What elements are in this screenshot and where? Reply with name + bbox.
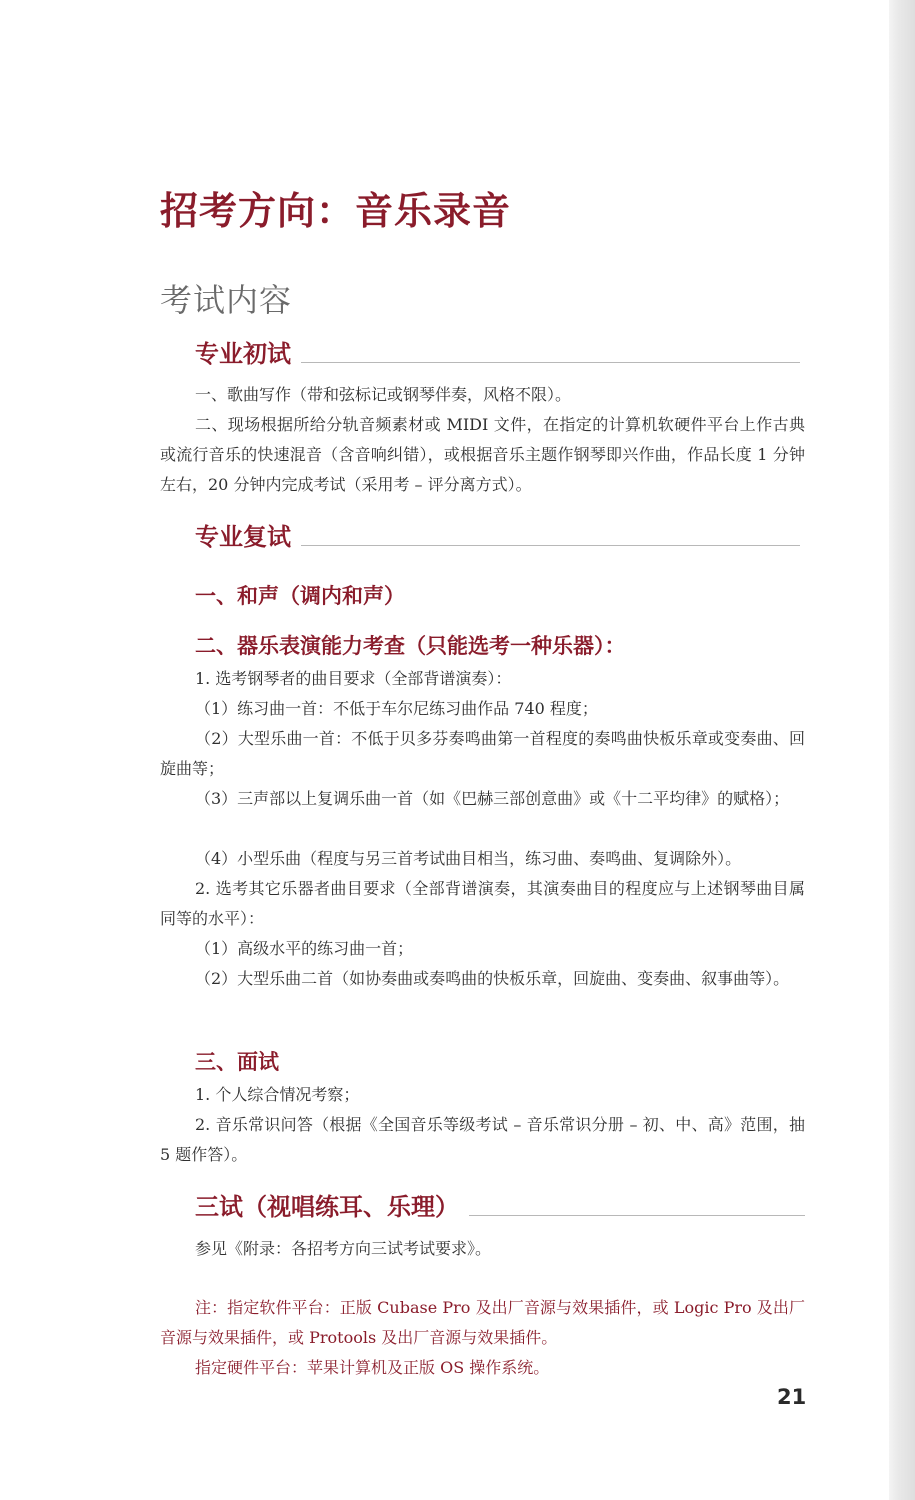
other-instrument-requirements: 2. 选考其它乐器者曲目要求（全部背谱演奏，其演奏曲目的程度应与上述钢琴曲目属同等的水平）：: [160, 879, 805, 928]
prelim-item-2: 二、现场根据所给分轨音频素材或 MIDI 文件，在指定的计算机软硬件平台上作古典或流行音乐的快速混音（含音响纠错），或根据音乐主题作钢琴即兴作曲，作品长度 1 分钟左右，20 分钟内完成考试（采用考 – 评分离方式）。: [160, 415, 805, 494]
page-title: 招考方向：音乐录音: [160, 189, 512, 233]
third-test-heading-row: [195, 1188, 805, 1222]
page-edge-shadow: [889, 0, 915, 1500]
piano-item-4: （4）小型乐曲（程度与另三首考试曲目相当，练习曲、奏鸣曲、复调除外）。: [195, 849, 742, 868]
interview-heading: 三、面试: [195, 1050, 279, 1074]
instrument-heading: 二、器乐表演能力考查（只能选考一种乐器）：: [195, 634, 626, 658]
retest-rule: [301, 545, 800, 546]
piano-item-1: （1）练习曲一首：不低于车尔尼练习曲作品 740 程度；: [195, 699, 598, 718]
piano-requirements: 1. 选考钢琴者的曲目要求（全部背谱演奏）：: [195, 669, 512, 688]
other-item-2: （2）大型乐曲二首（如协奏曲或奏鸣曲的快板乐章，回旋曲、变奏曲、叙事曲等）。: [195, 969, 790, 988]
other-item-1: （1）高级水平的练习曲一首；: [195, 939, 414, 958]
piano-item-2: （2）大型乐曲一首：不低于贝多芬奏鸣曲第一首程度的奏鸣曲快板乐章或变奏曲、回旋曲等；: [160, 729, 805, 778]
prelim-item-1: 一、歌曲写作（带和弦标记或钢琴伴奏，风格不限）。: [195, 385, 572, 404]
prelim-heading: 专业初试: [195, 340, 291, 368]
page-number: 21: [777, 1385, 807, 1409]
piano-item-3: （3）三声部以上复调乐曲一首（如《巴赫三部创意曲》或《十二平均律》的赋格）；: [195, 789, 790, 808]
retest-heading-row: [195, 518, 800, 552]
harmony-heading: 一、和声（调内和声）: [195, 584, 405, 608]
section-heading: 考试内容: [160, 281, 293, 319]
interview-item-1: 1. 个人综合情况考察；: [195, 1085, 360, 1104]
software-platform-note: 注：指定软件平台：正版 Cubase Pro 及出厂音源与效果插件，或 Logic Pro 及出厂音源与效果插件，或 Protools 及出厂音源与效果插件。: [160, 1298, 805, 1347]
hardware-platform-note: 指定硬件平台：苹果计算机及正版 OS 操作系统。: [195, 1358, 550, 1377]
third-test-rule: [469, 1215, 805, 1216]
third-test-heading: 三试（视唱练耳、乐理）: [195, 1193, 459, 1221]
retest-heading: 专业复试: [195, 523, 291, 551]
third-test-reference: 参见《附录：各招考方向三试考试要求》。: [195, 1239, 492, 1258]
prelim-rule: [301, 362, 800, 363]
prelim-heading-row: [195, 335, 800, 369]
interview-item-2: 2. 音乐常识问答（根据《全国音乐等级考试 – 音乐常识分册 – 初、中、高》范围，抽 5 题作答）。: [160, 1115, 805, 1164]
